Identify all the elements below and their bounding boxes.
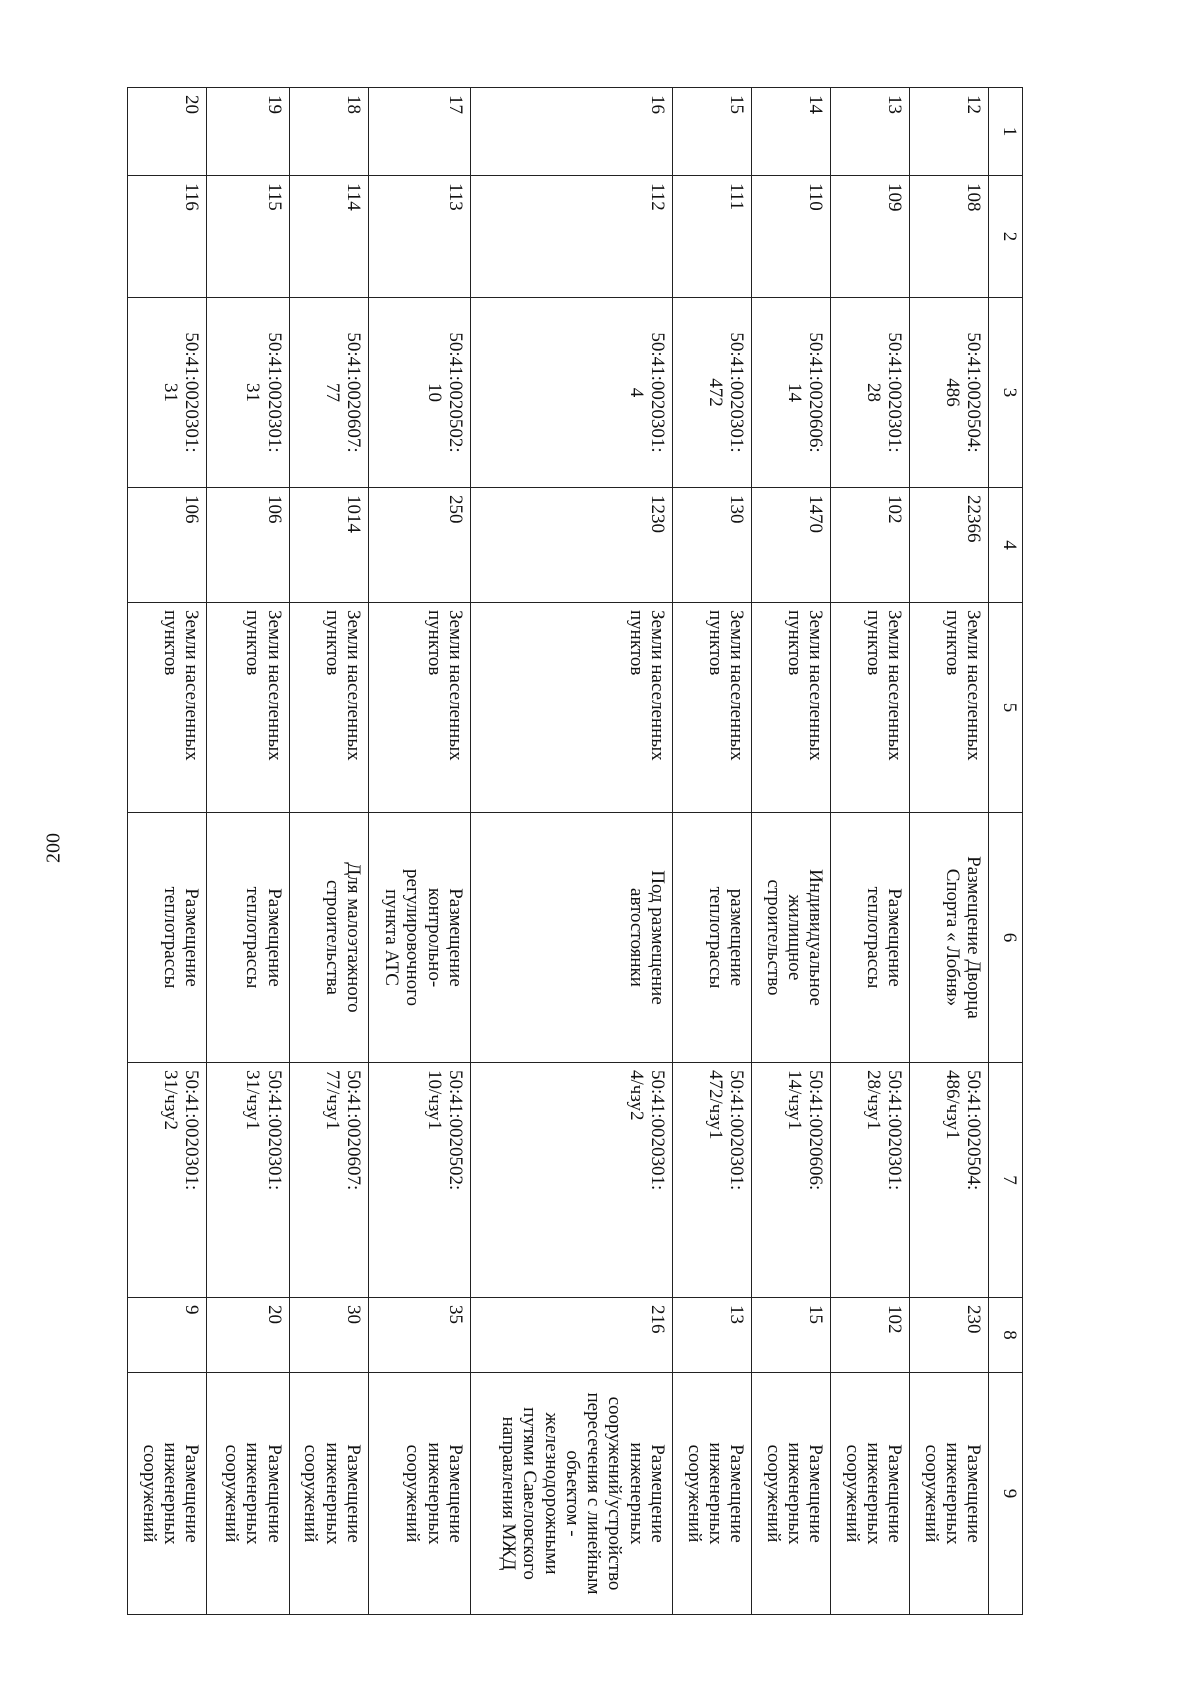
table-cell: 50:41:0020502: 10 [368,298,470,488]
table-cell: 113 [368,176,470,298]
table-cell: Индивидуальное жилищное строительство [752,813,831,1063]
table-cell: 16 [470,88,672,176]
table-cell: 250 [368,488,470,603]
table-cell: 15 [752,1298,831,1373]
table-cell: 115 [207,176,290,298]
table-cell: 50:41:0020606: 14/чзу1 [752,1063,831,1298]
table-cell: 19 [207,88,290,176]
table-cell: 20 [207,1298,290,1373]
rotated-table-container [127,87,1023,1614]
table-cell: 50:41:0020504: 486 [910,298,989,488]
table-cell: Для малоэтажного строительства [289,813,368,1063]
column-header: 1 [989,88,1023,176]
table-cell: 35 [368,1298,470,1373]
table-cell: 13 [673,1298,752,1373]
table-cell: 20 [128,88,207,176]
table-cell: 111 [673,176,752,298]
table-cell: Земли населенных пунктов [207,603,290,813]
table-cell: 109 [831,176,910,298]
table-cell: Земли населенных пунктов [368,603,470,813]
column-header: 7 [989,1063,1023,1298]
table-cell: 50:41:0020606: 14 [752,298,831,488]
table-cell: 102 [831,1298,910,1373]
table-cell: 13 [831,88,910,176]
table-cell: Земли населенных пунктов [470,603,672,813]
column-header: 5 [989,603,1023,813]
table-cell: 9 [128,1298,207,1373]
table-cell: 110 [752,176,831,298]
table-cell: 114 [289,176,368,298]
table-cell: 17 [368,88,470,176]
column-header: 8 [989,1298,1023,1373]
table-cell: Размещение Дворца Спорта « Лобня» [910,813,989,1063]
table-row [673,88,752,1615]
table-cell: 1230 [470,488,672,603]
table-cell: Размещение инженерных сооружений [207,1373,290,1615]
table-cell: Земли населенных пунктов [128,603,207,813]
table-cell: размещение теплотрассы [673,813,752,1063]
column-header: 4 [989,488,1023,603]
table-cell: 50:41:0020301: 31 [128,298,207,488]
table-cell: 230 [910,1298,989,1373]
table-cell: 50:41:0020301: 31 [207,298,290,488]
table-cell: 102 [831,488,910,603]
table-cell: 116 [128,176,207,298]
table-cell: Размещение инженерных сооружений [910,1373,989,1615]
table-row [752,88,831,1615]
table-cell: 130 [673,488,752,603]
table-cell: 50:41:0020607: 77 [289,298,368,488]
table-cell: Размещение инженерных сооружений [128,1373,207,1615]
column-header: 9 [989,1373,1023,1615]
table-row [289,88,368,1615]
table-cell: 50:41:0020301: 28 [831,298,910,488]
table-row [831,88,910,1615]
column-header: 3 [989,298,1023,488]
table-cell: 12 [910,88,989,176]
table-cell: 50:41:0020607: 77/чзу1 [289,1063,368,1298]
table-cell: Размещение теплотрассы [207,813,290,1063]
table-cell: Размещение инженерных сооружений [831,1373,910,1615]
table-row [128,88,207,1615]
table-cell: 50:41:0020301: 4 [470,298,672,488]
table-cell: Размещение контрольно- регулировочного пункта АТС [368,813,470,1063]
table-cell: 1470 [752,488,831,603]
table-cell: 106 [128,488,207,603]
land-plots-table [127,87,1023,1615]
table-cell: 108 [910,176,989,298]
column-header: 6 [989,813,1023,1063]
table-cell: 50:41:0020301: 31/чзу1 [207,1063,290,1298]
table-cell: 15 [673,88,752,176]
table-cell: Размещение инженерных сооружений [368,1373,470,1615]
table-cell: Земли населенных пунктов [289,603,368,813]
table-cell: Размещение инженерных сооружений/устройство пересечения с линейным объектом - железнодорожными путями Савеловского направления МЖД [470,1373,672,1615]
table-cell: Земли населенных пунктов [752,603,831,813]
table-cell: 216 [470,1298,672,1373]
table-cell: 18 [289,88,368,176]
table-row [910,88,989,1615]
table-cell: 22366 [910,488,989,603]
table-cell: Под размещение автостоянки [470,813,672,1063]
column-header: 2 [989,176,1023,298]
table-cell: 14 [752,88,831,176]
table-cell: 112 [470,176,672,298]
table-row [207,88,290,1615]
table-cell: 30 [289,1298,368,1373]
table-cell: Размещение теплотрассы [128,813,207,1063]
table-cell: 106 [207,488,290,603]
table-cell: Земли населенных пунктов [673,603,752,813]
table-row [368,88,470,1615]
table-cell: Размещение инженерных сооружений [752,1373,831,1615]
table-cell: Размещение инженерных сооружений [289,1373,368,1615]
table-cell: Земли населенных пунктов [910,603,989,813]
table-row [470,88,672,1615]
page-number: 200 [42,833,65,863]
table-cell: Размещение теплотрассы [831,813,910,1063]
table-cell: Размещение инженерных сооружений [673,1373,752,1615]
table-cell: 50:41:0020301: 31/чзу2 [128,1063,207,1298]
table-header-row [989,88,1023,1615]
table-cell: 50:41:0020504: 486/чзу1 [910,1063,989,1298]
table-cell: 50:41:0020301: 4/чзу2 [470,1063,672,1298]
table-cell: 50:41:0020502: 10/чзу1 [368,1063,470,1298]
table-cell: 50:41:0020301: 28/чзу1 [831,1063,910,1298]
table-cell: 1014 [289,488,368,603]
table-cell: Земли населенных пунктов [831,603,910,813]
table-cell: 50:41:0020301: 472 [673,298,752,488]
table-cell: 50:41:0020301: 472/чзу1 [673,1063,752,1298]
